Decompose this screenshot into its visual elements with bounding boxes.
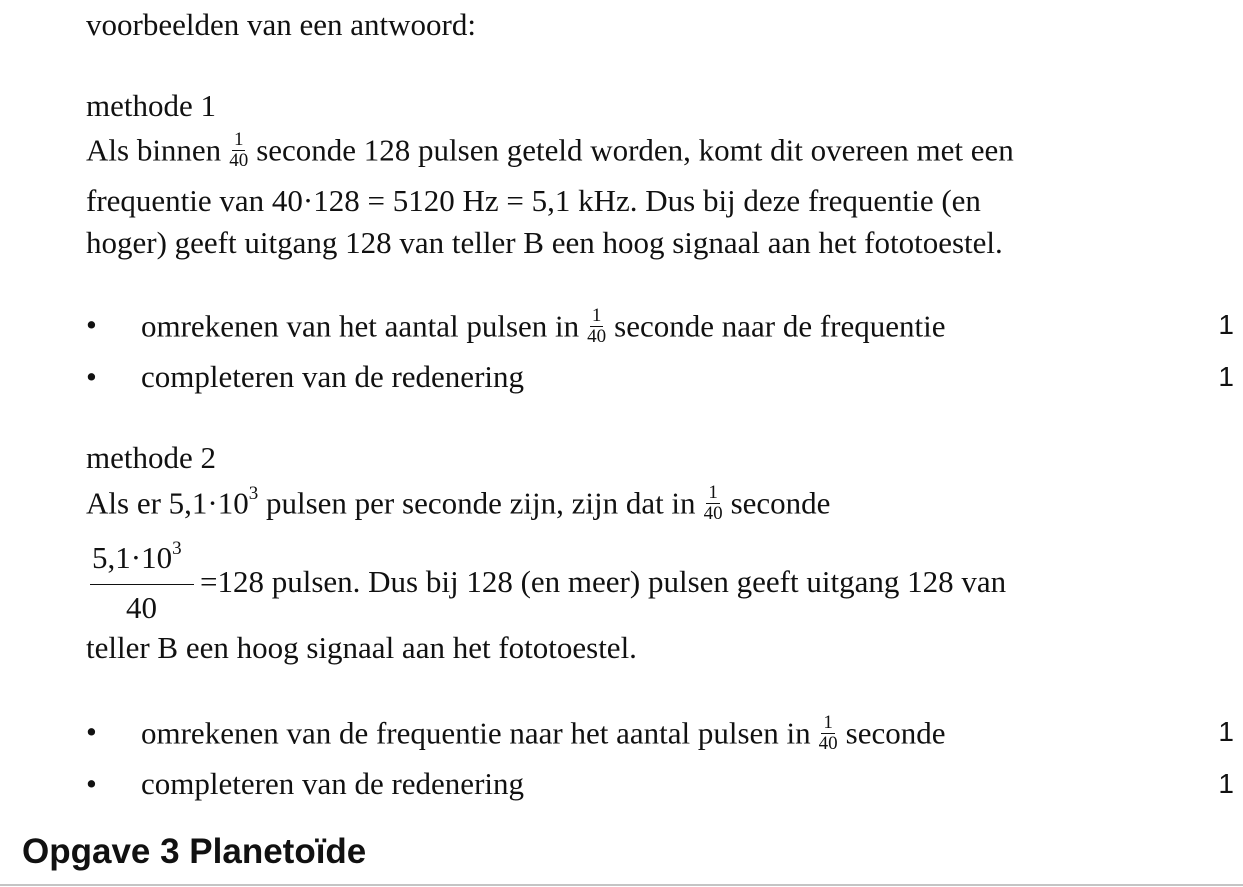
method-2-line-1-post: seconde — [730, 485, 831, 521]
big-fraction — [86, 537, 198, 625]
fraction-one-fortieth — [585, 306, 608, 347]
big-fraction-numerator — [92, 537, 182, 575]
method-1-line-1-post: seconde 128 pulsen geteld worden, komt dit overeen met een — [256, 132, 1014, 168]
exponent: 3 — [172, 537, 182, 559]
method-1-line-3: hoger) geeft uitgang 128 van teller B een hoog signaal aan het fototoestel. — [86, 225, 1003, 260]
fraction-numerator: 1 — [591, 305, 602, 326]
method-1-title: methode 1 — [86, 88, 216, 123]
score-point: 1 — [1218, 361, 1234, 392]
bullet-text — [141, 305, 946, 350]
method-1-line-2: frequentie van 40·128 = 5120 Hz = 5,1 kHz. Dus bij deze frequentie (en — [86, 183, 981, 218]
fraction-numerator: 1 — [233, 129, 244, 150]
method-2-title: methode 2 — [86, 440, 216, 475]
fraction-denominator: 40 — [587, 325, 607, 347]
bullet-text-post: seconde — [845, 715, 946, 751]
bullet-marker: • — [86, 766, 97, 801]
bullet-marker: • — [86, 359, 97, 394]
method-2-bullet-2 — [0, 768, 1243, 808]
score-point: 1 — [1218, 716, 1234, 747]
fraction-one-fortieth — [817, 713, 840, 754]
method-2-bullet-1 — [0, 712, 1243, 756]
bullet-text-pre: omrekenen van het aantal pulsen in — [141, 308, 580, 344]
fraction-numerator: 1 — [823, 712, 833, 733]
method-1-bullet-1 — [0, 305, 1243, 349]
bullet-text: completeren van de redenering — [141, 766, 525, 801]
method-2-line-1 — [86, 482, 831, 527]
big-fraction-denominator: 40 — [126, 590, 157, 625]
fraction-denominator: 40 — [818, 732, 838, 754]
section-heading: Opgave 3 Planetoïde — [22, 832, 367, 871]
big-fraction-numerator-base: 5,1·10 — [92, 540, 173, 575]
bullet-marker: • — [86, 714, 97, 749]
bullet-text: completeren van de redenering — [141, 359, 525, 394]
fraction-bar — [90, 584, 194, 585]
method-1-line-1 — [86, 129, 1014, 174]
method-2-line-1-mid: pulsen per seconde zijn, zijn dat in — [258, 485, 696, 521]
bullet-marker: • — [86, 307, 97, 342]
method-2-line-1-pre: Als er 5,1·10 — [86, 485, 249, 521]
score-point: 1 — [1218, 309, 1234, 340]
exponent: 3 — [248, 483, 259, 505]
fraction-one-fortieth — [702, 483, 725, 524]
bullet-text — [141, 712, 946, 757]
score-point: 1 — [1218, 768, 1234, 799]
method-1-line-1-pre: Als binnen — [86, 132, 222, 168]
fraction-denominator: 40 — [703, 502, 723, 524]
method-1-bullet-2 — [0, 361, 1243, 401]
divider — [0, 884, 1243, 886]
fraction-numerator: 1 — [708, 482, 718, 503]
fraction-one-fortieth — [227, 130, 250, 171]
method-2-line-3: teller B een hoog signaal aan het fototoestel. — [86, 630, 637, 665]
bullet-text-pre: omrekenen van de frequentie naar het aantal pulsen in — [141, 715, 811, 751]
intro-text: voorbeelden van een antwoord: — [86, 7, 476, 42]
bullet-text-post: seconde naar de frequentie — [614, 308, 946, 344]
fraction-denominator: 40 — [229, 149, 249, 171]
method-2-line-2-post: =128 pulsen. Dus bij 128 (en meer) pulsen geeft uitgang 128 van — [200, 564, 1007, 599]
